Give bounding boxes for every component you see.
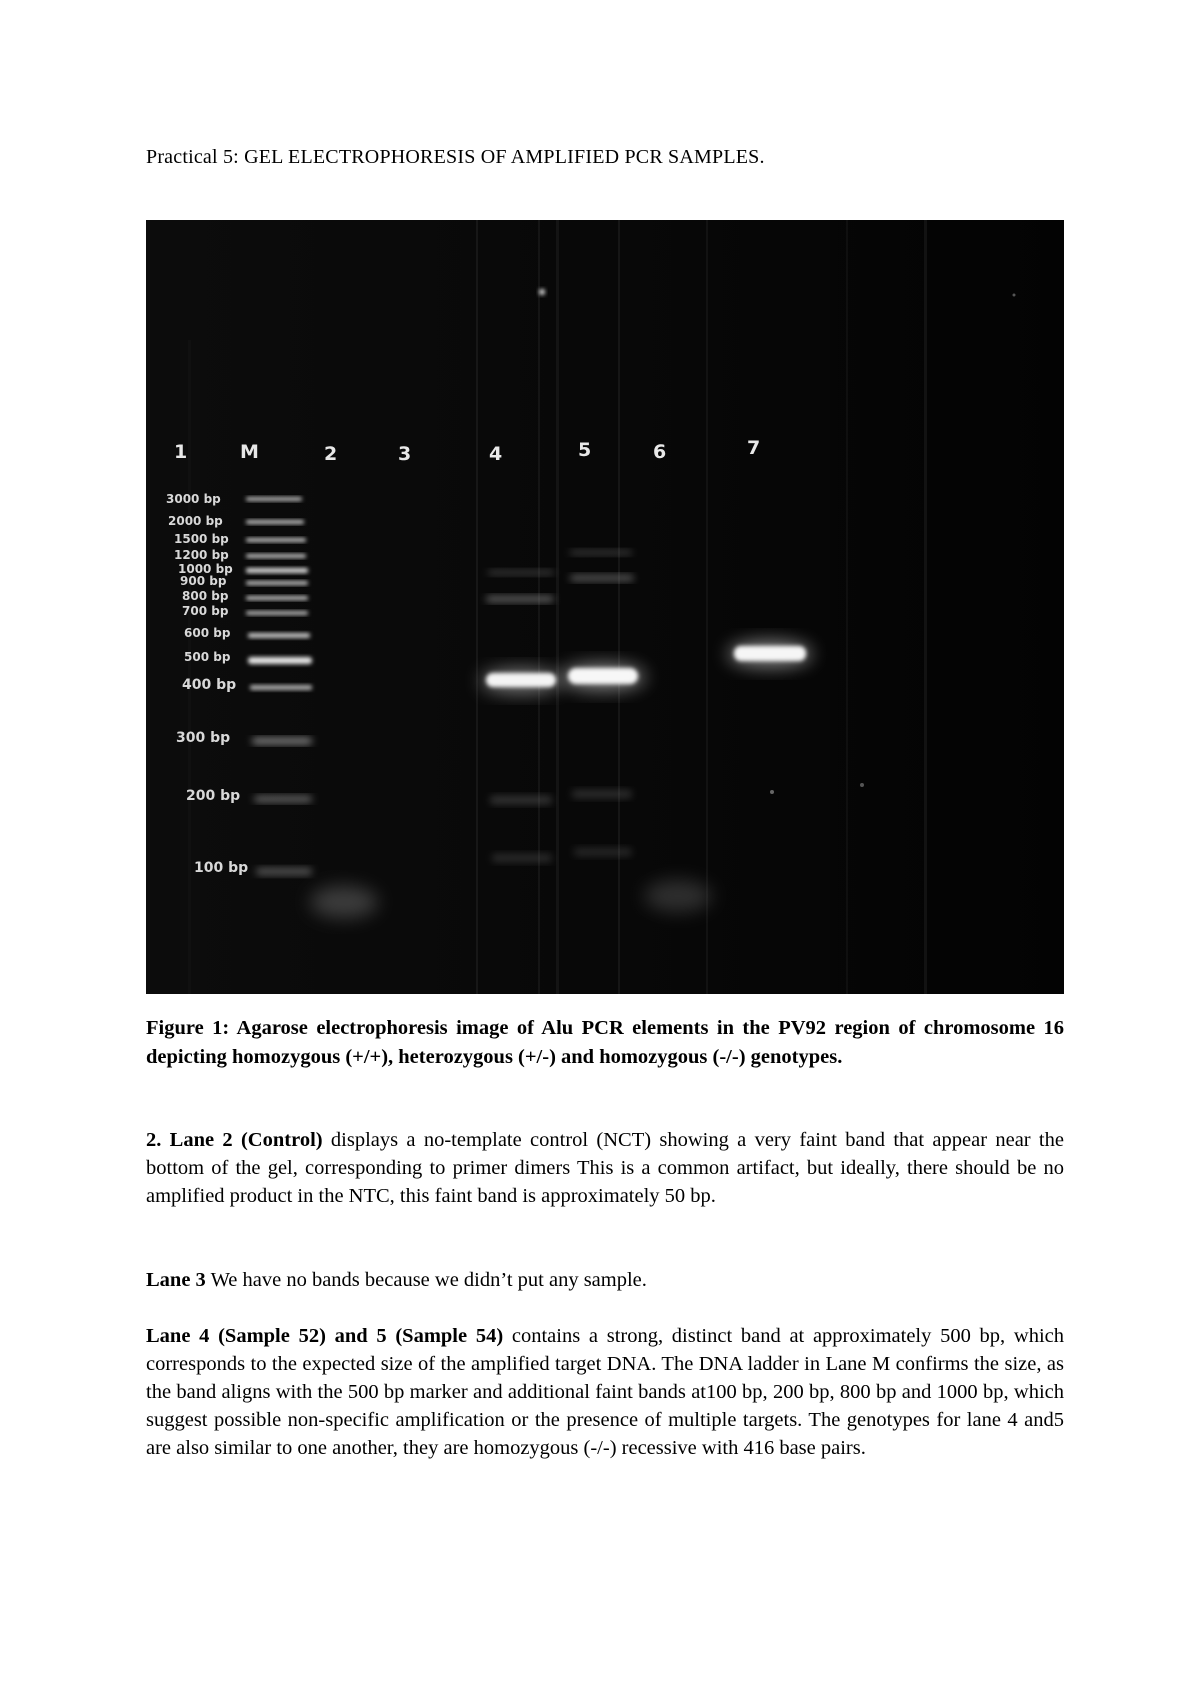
paragraph-lane-2	[146, 1126, 1064, 1210]
marker-band-600	[248, 633, 310, 638]
marker-band-300	[252, 738, 312, 744]
marker-band-400	[250, 685, 312, 690]
ladder-label-1500: 1500 bp	[174, 532, 229, 546]
ladder-label-400: 400 bp	[182, 677, 237, 693]
lane7-bands	[728, 641, 812, 667]
lane5-band-200	[572, 790, 632, 798]
marker-band-3000	[246, 497, 302, 501]
practical-title: GEL ELECTROPHORESIS OF AMPLIFIED PCR SAMPLES.	[244, 146, 765, 168]
practical-heading	[146, 146, 765, 169]
paragraph-lane-3	[146, 1266, 1064, 1294]
figure-caption: Figure 1: Agarose electrophoresis image of Alu PCR elements in the PV92 region of chromosome 16 depicting homozygous (+/+), heterozygous (+/-) and homozygous (-/-) genotypes.	[146, 1017, 1064, 1068]
gel-speck	[539, 289, 545, 295]
lane4-band-800	[486, 596, 554, 602]
lane-label-3: 3	[398, 443, 412, 465]
ladder-label-3000: 3000 bp	[166, 492, 221, 506]
marker-band-200	[254, 796, 312, 802]
marker-band-1200	[246, 554, 306, 558]
ladder-label-600: 600 bp	[184, 626, 231, 640]
lane-label-7: 7	[747, 437, 761, 459]
paragraph-lanes-4-5-body: contains a strong, distinct band at approximately 500 bp, which corresponds to the expected size of the amplified target DNA. The DNA ladder in Lane M confirms the size, as the band aligns with the 500 bp marker and additional faint bands at100 bp, 200 bp, 800 bp and 1000 bp, which suggest possible non-specific amplification or the presence of multiple targets. The genotypes for lane 4 and5 are also similar to one another, they are homozygous (-/-) recessive with 416 base pairs.	[146, 1325, 1064, 1459]
marker-band-700	[246, 611, 308, 615]
lane2-primer-dimer-band	[310, 886, 378, 918]
gel-speck	[1013, 294, 1016, 297]
marker-band-100	[256, 868, 312, 875]
ladder-label-1000: 1000 bp	[178, 562, 233, 576]
practical-label: Practical 5:	[146, 146, 239, 168]
lane4-band-1000	[488, 570, 554, 575]
ladder-label-100: 100 bp	[194, 860, 249, 876]
ladder-label-1200: 1200 bp	[174, 548, 229, 562]
paragraph-lane-3-lead: Lane 3	[146, 1269, 206, 1291]
ladder-label-900: 900 bp	[180, 574, 227, 588]
gel-photo	[146, 220, 1064, 994]
lane-label-m: M	[240, 441, 259, 463]
gel-speck	[860, 783, 864, 787]
paragraph-lane-2-lead: 2. Lane 2 (Control)	[146, 1129, 323, 1151]
paragraph-lane-3-body: We have no bands because we didn’t put any sample.	[205, 1269, 647, 1291]
paragraph-lane-2-body: displays a no-template control (NCT) showing a very faint band that appear near the bottom of the gel, corresponding to primer dimers This is a common artifact, but ideally, there should be no amplified product in the NTC, this faint band is approximately 50 bp.	[146, 1129, 1064, 1207]
ladder-label-800: 800 bp	[182, 589, 229, 603]
gel-speck	[770, 790, 774, 794]
lane-label-5: 5	[578, 439, 592, 461]
lane5-band-1200	[570, 550, 632, 555]
lane4-band-100	[492, 854, 552, 862]
lane4-main-band	[486, 673, 556, 687]
lane5-band-1000	[570, 575, 634, 581]
ladder-label-200: 200 bp	[186, 788, 241, 804]
lane4-band-200	[490, 796, 552, 804]
lane5-main-band	[568, 668, 638, 684]
paragraph-lanes-4-5	[146, 1322, 1064, 1462]
marker-band-800	[246, 596, 308, 600]
marker-band-500	[248, 657, 312, 664]
ladder-label-2000: 2000 bp	[168, 514, 223, 528]
ladder-label-300: 300 bp	[176, 730, 231, 746]
paragraph-lanes-4-5-lead: Lane 4 (Sample 52) and 5 (Sample 54)	[146, 1325, 504, 1347]
ladder-label-500: 500 bp	[184, 650, 231, 664]
lane7-main-band	[734, 646, 806, 661]
marker-band-1000	[246, 568, 308, 573]
lane-label-1: 1	[174, 441, 188, 463]
lane6-faint-band	[644, 880, 712, 912]
ladder-label-700: 700 bp	[182, 604, 229, 618]
marker-band-900	[246, 581, 308, 585]
lane-label-4: 4	[489, 443, 503, 465]
gel-image	[146, 220, 1064, 994]
lane-label-2: 2	[324, 443, 338, 465]
marker-band-1500	[246, 538, 306, 542]
marker-band-2000	[246, 520, 304, 524]
lane-label-6: 6	[653, 441, 667, 463]
lane5-band-100	[574, 848, 632, 856]
